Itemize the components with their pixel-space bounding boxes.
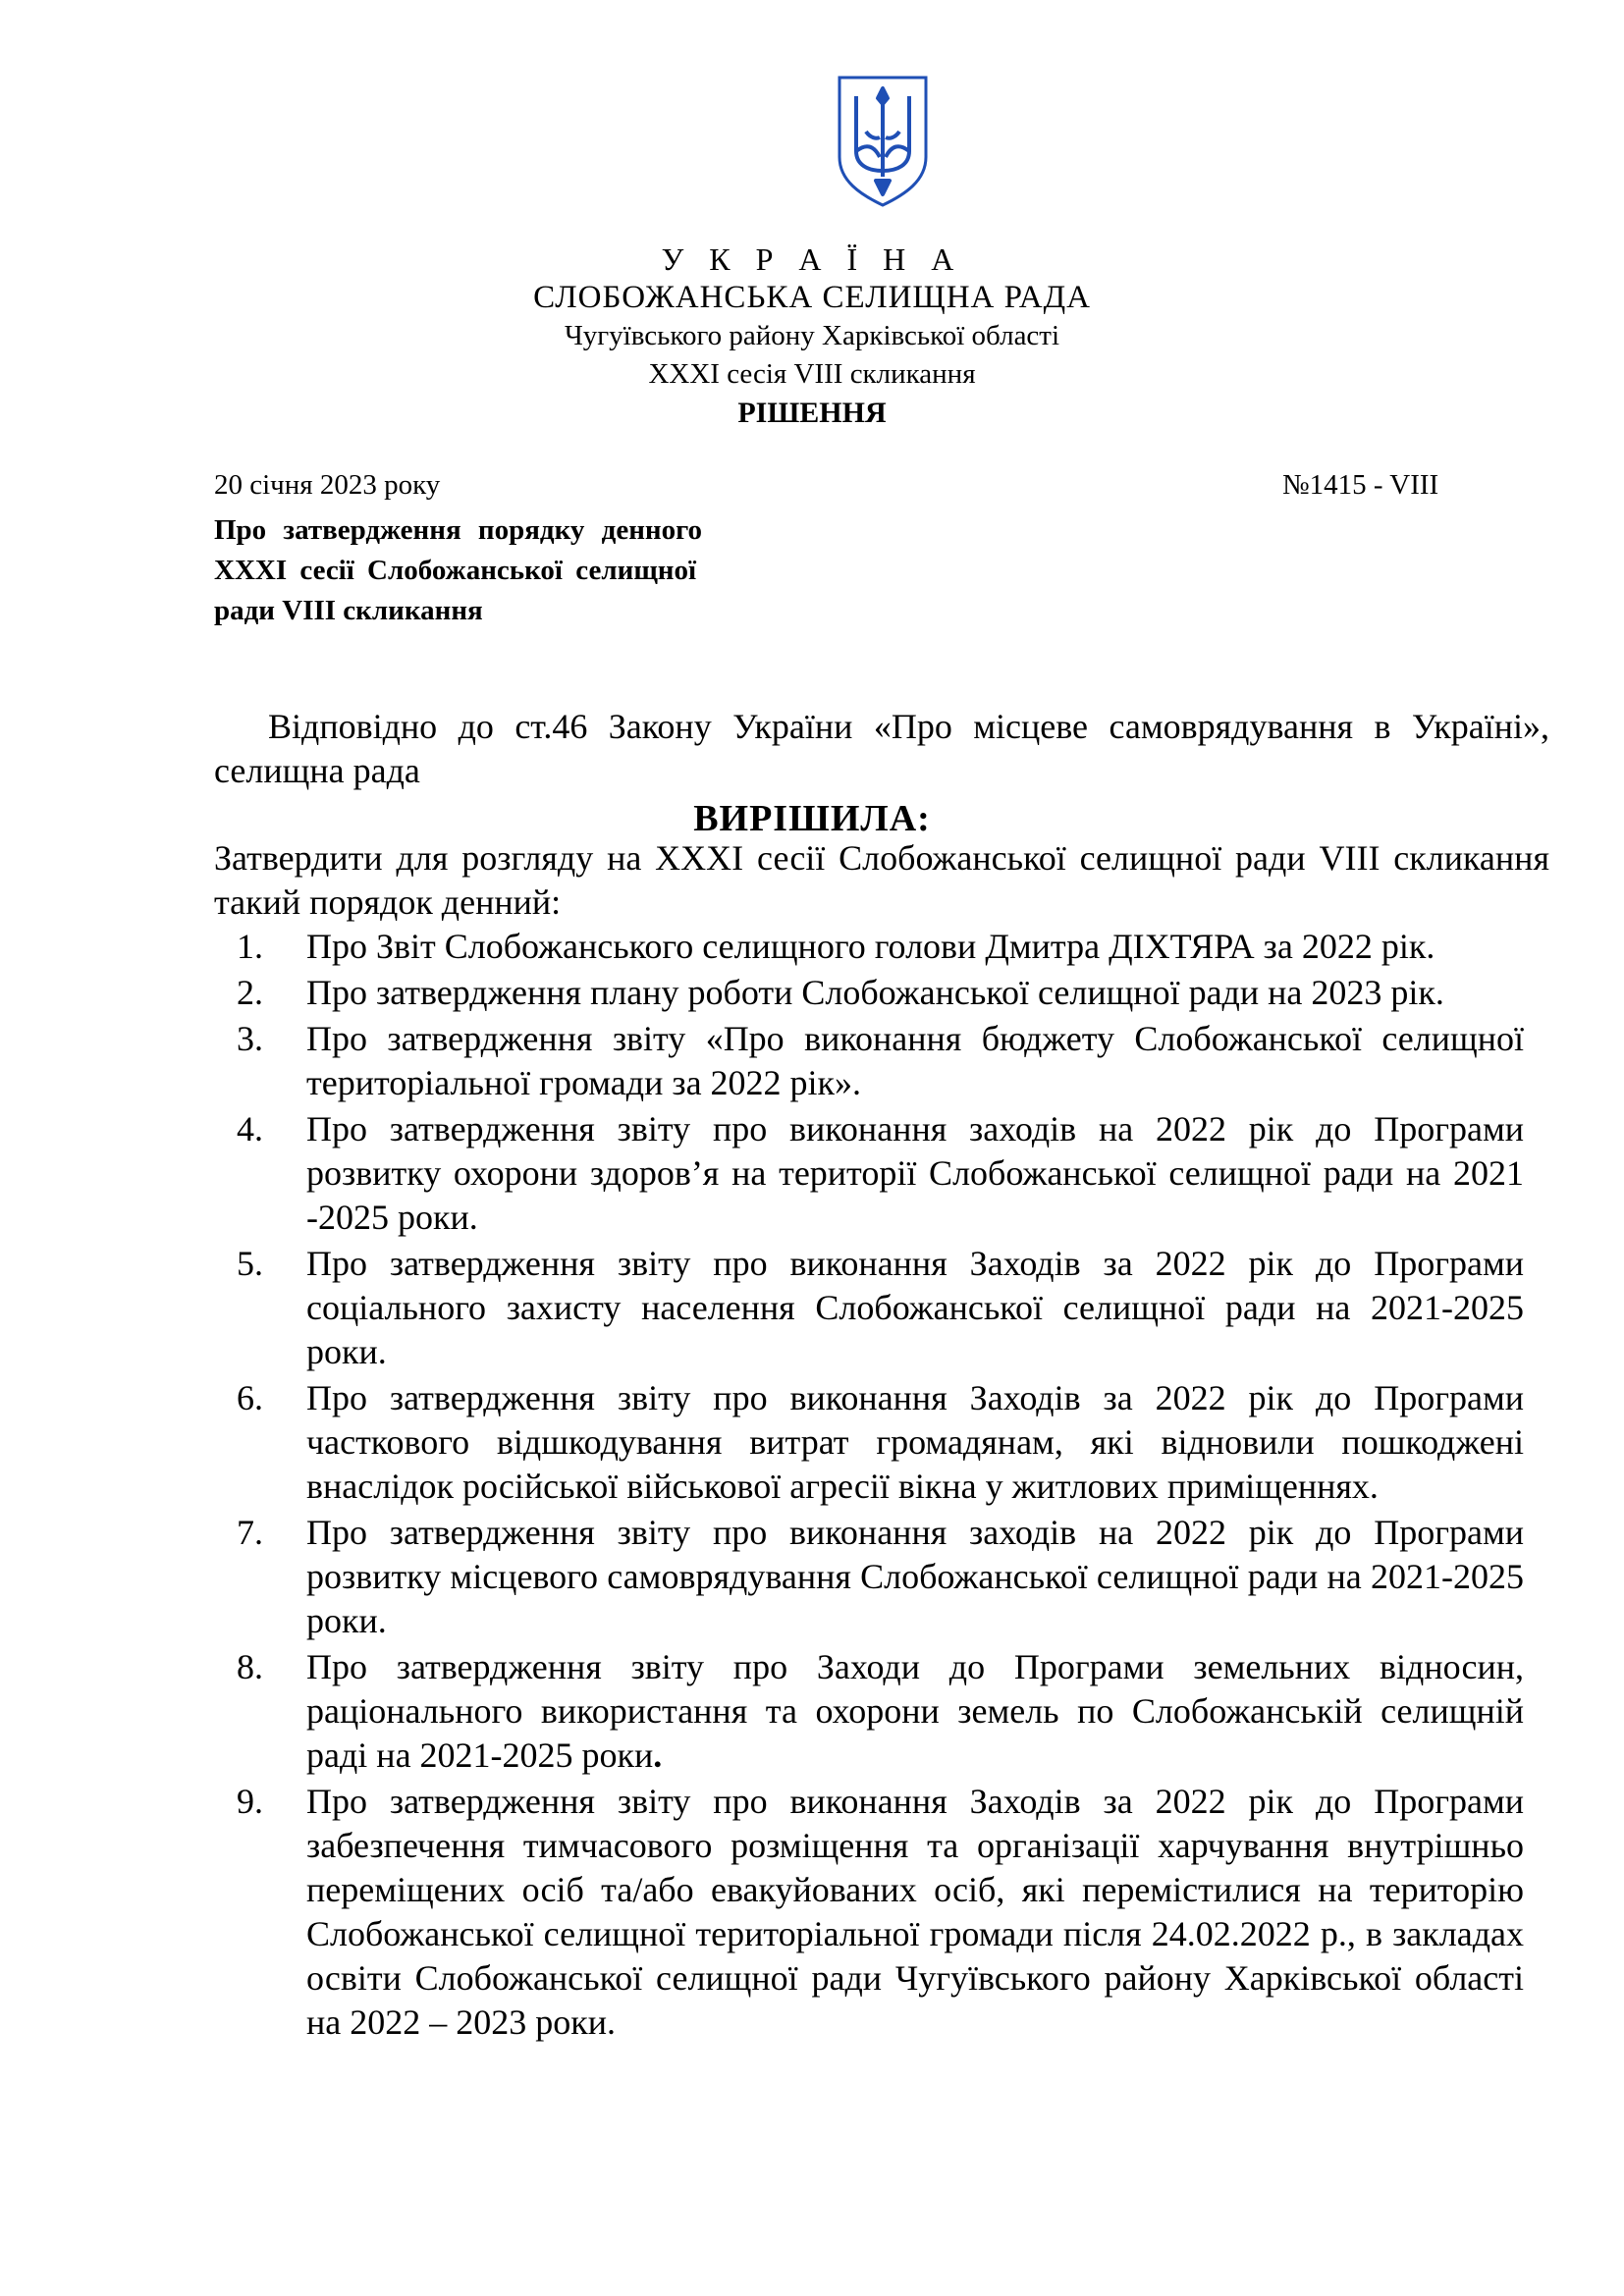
agenda-item-text-main: Про затвердження звіту про Заходи до Програми земельних відносин, раціонального використання та охорони земель по Слобожанській селищній раді на 2021-2025 роки <box>306 1647 1524 1775</box>
agenda-item <box>214 1511 1549 1643</box>
agenda-item-number: 3. <box>237 1019 263 1058</box>
agenda-item-text-bold-period: . <box>653 1735 663 1775</box>
agenda-item <box>214 1017 1549 1105</box>
agenda-item-text: Про затвердження звіту про виконання Заходів за 2022 рік до Програми забезпечення тимчасового розміщення та організації харчування внутрішньо переміщених осіб та/або евакуйованих осіб, які перемістилися на територію Слобожанської селищної територіальної громади після 24.02.2022 р., в закладах освіти Слобожанської селищної ради Чугуївського району Харківської області на 2022 – 2023 роки. <box>306 1782 1524 2042</box>
agenda-item-number: 1. <box>237 927 263 966</box>
approve-paragraph: Затвердити для розгляду на XXXI сесії Слобожанської селищної ради VIII скликання такий порядок денний: <box>214 838 1549 922</box>
agenda-item-number: 6. <box>237 1378 263 1417</box>
agenda-item <box>214 1645 1549 1778</box>
agenda-list <box>214 925 1549 2047</box>
decision-subject <box>214 510 702 631</box>
document-type: РІШЕННЯ <box>737 397 887 429</box>
decided-heading: ВИРІШИЛА: <box>693 798 931 839</box>
agenda-item-text: Про затвердження звіту про виконання заходів на 2022 рік до Програми розвитку місцевого самоврядування Слобожанської селищної ради на 2021-2025 роки. <box>306 1513 1524 1640</box>
agenda-item <box>214 1376 1549 1509</box>
agenda-item-text: Про затвердження звіту про виконання Заходів за 2022 рік до Програми соціального захисту населення Слобожанської селищної ради на 2021-2025 роки. <box>306 1244 1524 1371</box>
agenda-item-number: 7. <box>237 1513 263 1552</box>
session-name: XXXI сесія VIII скликання <box>648 358 976 390</box>
country-title: У К Р А Ї Н А <box>661 241 963 277</box>
agenda-item-number: 8. <box>237 1647 263 1686</box>
subject-line: ради VIII скликання <box>214 595 483 626</box>
agenda-item-text <box>306 1645 1524 1778</box>
decision-date: 20 січня 2023 року <box>214 469 441 501</box>
agenda-item <box>214 1780 1549 2045</box>
agenda-item-number: 5. <box>237 1244 263 1283</box>
agenda-item-number: 4. <box>237 1109 263 1148</box>
council-name: СЛОБОЖАНСЬКА СЕЛИЩНА РАДА <box>533 280 1091 315</box>
agenda-item <box>214 925 1549 969</box>
agenda-item <box>214 1242 1549 1374</box>
agenda-item <box>214 1107 1549 1240</box>
agenda-item-text: Про затвердження звіту про виконання заходів на 2022 рік до Програми розвитку охорони здоров’я на території Слобожанської селищної ради на 2021 -2025 роки. <box>306 1109 1524 1237</box>
agenda-item-number: 9. <box>237 1782 263 1821</box>
agenda-item-text: Про затвердження звіту про виконання Заходів за 2022 рік до Програми часткового відшкодування витрат громадянам, які відновили пошкоджені внаслідок російської військової агресії вікна у житлових приміщеннях. <box>306 1378 1524 1506</box>
subject-line: XXXI сесії Слобожанської селищної <box>214 555 697 586</box>
coat-of-arms-trident-icon <box>837 75 929 208</box>
agenda-item-text: Про затвердження звіту «Про виконання бюджету Слобожанської селищної територіальної громади за 2022 рік». <box>306 1019 1524 1102</box>
document-header <box>0 240 1624 432</box>
subject-line: Про затвердження порядку денного <box>214 514 703 546</box>
decision-number: №1415 - VIII <box>1282 469 1439 501</box>
district-name: Чугуївського району Харківської області <box>564 320 1060 351</box>
agenda-item-number: 2. <box>237 973 263 1012</box>
intro-paragraph: Відповідно до ст.46 Закону України «Про місцеве самоврядування в Україні», селищна рада <box>214 707 1549 790</box>
agenda-item-text: Про затвердження плану роботи Слобожанської селищної ради на 2023 рік. <box>306 973 1444 1012</box>
agenda-item <box>214 971 1549 1015</box>
agenda-item-text: Про Звіт Слобожанського селищного голови Дмитра ДІХТЯРА за 2022 рік. <box>306 927 1435 966</box>
